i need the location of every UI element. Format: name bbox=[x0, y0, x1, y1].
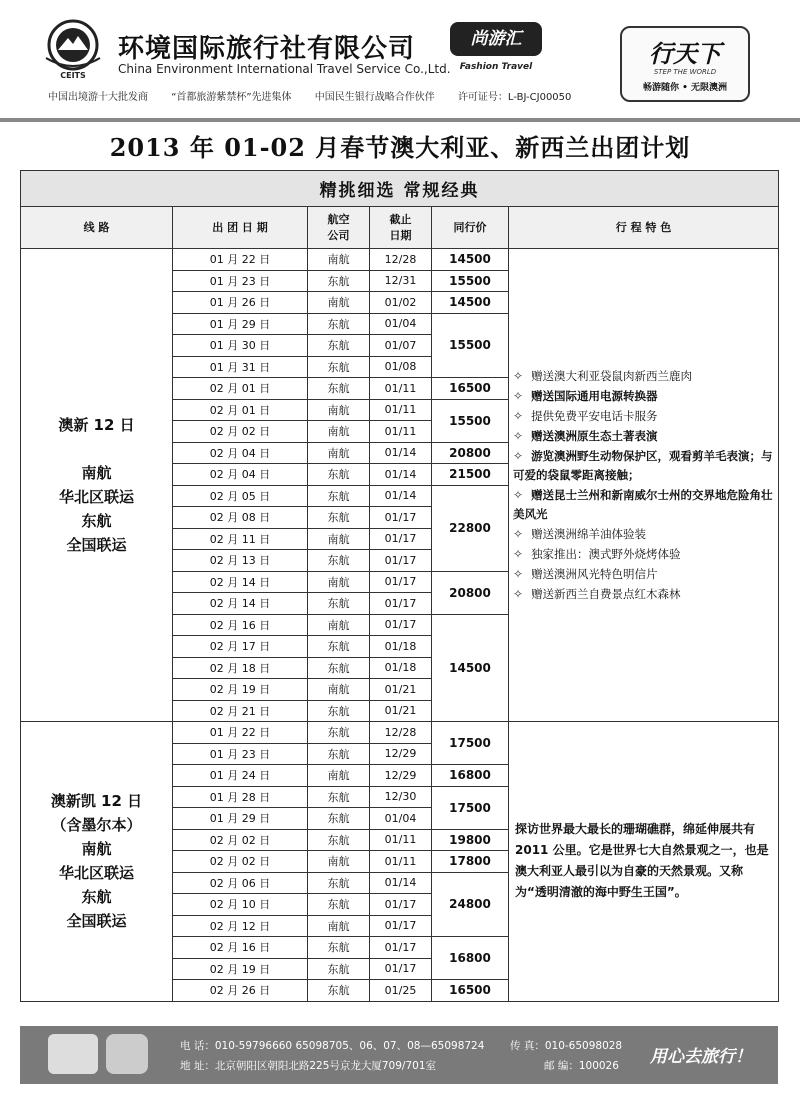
airline: 东航 bbox=[308, 894, 370, 916]
sparkle-icon: ✧ bbox=[513, 428, 524, 443]
cutoff-date: 01/07 bbox=[370, 335, 432, 357]
feature-text: 赠送澳洲原生态土著表演 bbox=[531, 428, 658, 443]
route-line: 澳新凯 12 日 bbox=[50, 792, 143, 811]
cutoff-date: 01/04 bbox=[370, 313, 432, 335]
airline: 东航 bbox=[308, 270, 370, 292]
departure-date: 02 月 13 日 bbox=[173, 550, 308, 572]
cutoff-date: 01/18 bbox=[370, 636, 432, 658]
feature-text: 赠送昆士兰州和新南威尔士州的交界地危险角壮美风光 bbox=[513, 487, 773, 521]
cutoff-date: 01/25 bbox=[370, 980, 432, 1002]
departure-date: 02 月 12 日 bbox=[173, 915, 308, 937]
feature-item bbox=[513, 407, 774, 426]
cutoff-date: 01/17 bbox=[370, 894, 432, 916]
table-row bbox=[21, 722, 779, 744]
airline: 东航 bbox=[308, 507, 370, 529]
departure-date: 02 月 14 日 bbox=[173, 593, 308, 615]
footer bbox=[20, 1026, 778, 1084]
route-line: 南航 bbox=[81, 840, 112, 859]
taglines bbox=[48, 88, 591, 103]
table-banner: 精挑细选 常规经典 bbox=[21, 171, 779, 207]
brand-big: 行天下 bbox=[649, 40, 721, 68]
col-date: 出 团 日 期 bbox=[173, 207, 308, 249]
price-cell: 17800 bbox=[432, 851, 509, 873]
price-cell: 16800 bbox=[432, 765, 509, 787]
departure-date: 02 月 21 日 bbox=[173, 700, 308, 722]
feature-text: 赠送澳洲绵羊油体验装 bbox=[531, 526, 647, 541]
feature-item bbox=[513, 447, 774, 485]
cutoff-date: 01/14 bbox=[370, 442, 432, 464]
price-cell: 21500 bbox=[432, 464, 509, 486]
cutoff-date: 12/30 bbox=[370, 786, 432, 808]
feature-item bbox=[513, 565, 774, 584]
airline: 东航 bbox=[308, 808, 370, 830]
cutoff-date: 01/11 bbox=[370, 421, 432, 443]
footer-phone: 电 话：010-59796660 65098705、06、07、08—65098724 bbox=[180, 1040, 485, 1052]
airline: 东航 bbox=[308, 958, 370, 980]
price-cell: 17500 bbox=[432, 722, 509, 765]
departure-date: 02 月 16 日 bbox=[173, 614, 308, 636]
cutoff-date: 01/14 bbox=[370, 872, 432, 894]
departure-date: 02 月 08 日 bbox=[173, 507, 308, 529]
route-line: 华北区联运 bbox=[58, 488, 134, 506]
departure-date: 01 月 22 日 bbox=[173, 249, 308, 271]
route-line bbox=[21, 437, 172, 461]
feature-item bbox=[513, 585, 774, 604]
airline: 东航 bbox=[308, 464, 370, 486]
airline: 东航 bbox=[308, 550, 370, 572]
feature-item bbox=[513, 525, 774, 544]
badge-cn: 尚游汇 bbox=[450, 22, 542, 56]
departure-date: 02 月 18 日 bbox=[173, 657, 308, 679]
cutoff-date: 01/21 bbox=[370, 679, 432, 701]
partner-logo-icon bbox=[106, 1034, 148, 1074]
company-name-cn: 环境国际旅行社有限公司 bbox=[118, 34, 416, 64]
tagline-1: 中国出境游十大批发商 bbox=[48, 92, 148, 103]
departure-date: 02 月 02 日 bbox=[173, 829, 308, 851]
cutoff-date: 01/17 bbox=[370, 593, 432, 615]
departure-date: 01 月 23 日 bbox=[173, 270, 308, 292]
airline: 南航 bbox=[308, 679, 370, 701]
cutoff-date: 01/17 bbox=[370, 571, 432, 593]
departure-date: 02 月 16 日 bbox=[173, 937, 308, 959]
letterhead bbox=[0, 0, 800, 120]
brand-slogan: 畅游随你 • 无限澳洲 bbox=[642, 83, 728, 93]
footer-fax: 传 真：010-65098028 bbox=[510, 1040, 623, 1052]
feature-item bbox=[513, 427, 774, 446]
logo-text: CEITS bbox=[60, 71, 86, 80]
route-line: 东航 bbox=[81, 888, 112, 907]
departure-date: 02 月 10 日 bbox=[173, 894, 308, 916]
col-airline: 航空 公司 bbox=[308, 207, 370, 249]
brand-en: STEP THE WORLD bbox=[653, 68, 717, 76]
price-cell: 22800 bbox=[432, 485, 509, 571]
airline: 南航 bbox=[308, 442, 370, 464]
price-cell: 24800 bbox=[432, 872, 509, 937]
departure-date: 02 月 02 日 bbox=[173, 851, 308, 873]
route-line: 全国联运 bbox=[66, 912, 127, 931]
departure-date: 02 月 04 日 bbox=[173, 464, 308, 486]
cutoff-date: 01/11 bbox=[370, 851, 432, 873]
feature-item bbox=[513, 387, 774, 406]
footer-address: 地 址：北京朝阳区朝阳北路225号京龙大厦709/701室 bbox=[180, 1060, 436, 1072]
price-cell: 16800 bbox=[432, 937, 509, 980]
sparkle-icon: ✧ bbox=[513, 546, 524, 561]
airline: 东航 bbox=[308, 700, 370, 722]
sparkle-icon: ✧ bbox=[513, 408, 524, 423]
price-cell: 15500 bbox=[432, 270, 509, 292]
departure-date: 02 月 17 日 bbox=[173, 636, 308, 658]
departure-date: 01 月 22 日 bbox=[173, 722, 308, 744]
route-cell bbox=[21, 722, 173, 1002]
route-cell bbox=[21, 249, 173, 722]
airline: 南航 bbox=[308, 528, 370, 550]
departure-plan-table bbox=[20, 170, 779, 1002]
departure-date: 01 月 28 日 bbox=[173, 786, 308, 808]
airline: 东航 bbox=[308, 356, 370, 378]
cutoff-date: 01/17 bbox=[370, 550, 432, 572]
feature-text: 赠送澳洲风光特色明信片 bbox=[531, 566, 658, 581]
airline: 南航 bbox=[308, 421, 370, 443]
col-route: 线 路 bbox=[21, 207, 173, 249]
feature-paragraph: 探访世界最大最长的珊瑚礁群，绵延伸展共有 2011 公里。它是世界七大自然景观之一，也是澳大利亚人最引以为自豪的天然景观。又称为“透明清澈的海中野生王国”。 bbox=[515, 822, 769, 900]
brand-box bbox=[620, 26, 750, 102]
route-line: 全国联运 bbox=[66, 536, 127, 554]
airline: 东航 bbox=[308, 980, 370, 1002]
departure-date: 01 月 31 日 bbox=[173, 356, 308, 378]
airline: 东航 bbox=[308, 743, 370, 765]
departure-date: 02 月 04 日 bbox=[173, 442, 308, 464]
airline: 东航 bbox=[308, 378, 370, 400]
airline: 东航 bbox=[308, 636, 370, 658]
table-row bbox=[21, 249, 779, 271]
page-title: 2013 年 01-02 月春节澳大利亚、新西兰出团计划 bbox=[109, 133, 691, 162]
departure-date: 02 月 06 日 bbox=[173, 872, 308, 894]
sparkle-icon: ✧ bbox=[513, 566, 524, 581]
departure-date: 02 月 14 日 bbox=[173, 571, 308, 593]
sparkle-icon: ✧ bbox=[513, 586, 524, 601]
footer-postcode: 邮 编：100026 bbox=[544, 1060, 619, 1072]
route-line: 华北区联运 bbox=[58, 864, 134, 883]
route-line: 澳新 12 日 bbox=[58, 416, 135, 434]
australia-logo-icon bbox=[48, 1034, 98, 1074]
departure-date: 01 月 24 日 bbox=[173, 765, 308, 787]
airline: 南航 bbox=[308, 614, 370, 636]
tagline-2: “首都旅游紫禁杯”先进集体 bbox=[171, 92, 292, 103]
route-line: （含墨尔本） bbox=[51, 816, 142, 835]
features-cell bbox=[509, 722, 779, 1002]
feature-text: 赠送澳大利亚袋鼠肉新西兰鹿肉 bbox=[531, 368, 693, 383]
airline: 东航 bbox=[308, 657, 370, 679]
ceits-logo-icon bbox=[40, 18, 106, 80]
footer-slogan: 用心去旅行！ bbox=[650, 1047, 752, 1067]
airline: 南航 bbox=[308, 249, 370, 271]
license-number: 许可证号：L-BJ-CJ00050 bbox=[457, 92, 572, 103]
cutoff-date: 01/14 bbox=[370, 485, 432, 507]
price-cell: 20800 bbox=[432, 571, 509, 614]
badge-en: Fashion Travel bbox=[459, 62, 533, 72]
departure-date: 02 月 01 日 bbox=[173, 399, 308, 421]
departure-date: 01 月 29 日 bbox=[173, 808, 308, 830]
feature-text: 赠送国际通用电源转换器 bbox=[531, 388, 658, 403]
departure-date: 02 月 19 日 bbox=[173, 958, 308, 980]
price-cell: 19800 bbox=[432, 829, 509, 851]
fashion-travel-badge bbox=[450, 22, 542, 78]
departure-date: 02 月 19 日 bbox=[173, 679, 308, 701]
airline: 东航 bbox=[308, 722, 370, 744]
feature-item bbox=[513, 367, 774, 386]
route-line: 东航 bbox=[81, 512, 112, 530]
col-price: 同行价 bbox=[432, 207, 509, 249]
departure-date: 01 月 29 日 bbox=[173, 313, 308, 335]
price-cell: 17500 bbox=[432, 786, 509, 829]
price-cell: 16500 bbox=[432, 980, 509, 1002]
sparkle-icon: ✧ bbox=[513, 487, 524, 502]
departure-date: 02 月 01 日 bbox=[173, 378, 308, 400]
route-line: 南航 bbox=[81, 464, 112, 482]
airline: 南航 bbox=[308, 292, 370, 314]
airline: 南航 bbox=[308, 765, 370, 787]
airline: 南航 bbox=[308, 399, 370, 421]
price-cell: 14500 bbox=[432, 249, 509, 271]
col-cutoff: 截止 日期 bbox=[370, 207, 432, 249]
cutoff-date: 01/17 bbox=[370, 915, 432, 937]
cutoff-date: 01/18 bbox=[370, 657, 432, 679]
feature-text: 赠送新西兰自费景点红木森林 bbox=[531, 586, 681, 601]
airline: 南航 bbox=[308, 571, 370, 593]
departure-date: 02 月 02 日 bbox=[173, 421, 308, 443]
price-cell: 20800 bbox=[432, 442, 509, 464]
airline: 南航 bbox=[308, 915, 370, 937]
airline: 东航 bbox=[308, 937, 370, 959]
cutoff-date: 12/28 bbox=[370, 249, 432, 271]
sparkle-icon: ✧ bbox=[513, 368, 524, 383]
cutoff-date: 01/21 bbox=[370, 700, 432, 722]
company-name-en: China Environment International Travel Service Co.,Ltd. bbox=[118, 62, 451, 76]
sparkle-icon: ✧ bbox=[513, 388, 524, 403]
airline: 东航 bbox=[308, 485, 370, 507]
departure-date: 02 月 26 日 bbox=[173, 980, 308, 1002]
cutoff-date: 01/11 bbox=[370, 829, 432, 851]
cutoff-date: 12/29 bbox=[370, 743, 432, 765]
cutoff-date: 01/08 bbox=[370, 356, 432, 378]
airline: 南航 bbox=[308, 851, 370, 873]
col-features: 行 程 特 色 bbox=[509, 207, 779, 249]
cutoff-date: 12/28 bbox=[370, 722, 432, 744]
cutoff-date: 01/04 bbox=[370, 808, 432, 830]
tagline-3: 中国民生银行战略合作伙伴 bbox=[314, 92, 435, 103]
cutoff-date: 01/17 bbox=[370, 614, 432, 636]
sparkle-icon: ✧ bbox=[513, 448, 524, 463]
departure-date: 01 月 30 日 bbox=[173, 335, 308, 357]
cutoff-date: 01/17 bbox=[370, 937, 432, 959]
departure-date: 02 月 05 日 bbox=[173, 485, 308, 507]
cutoff-date: 12/29 bbox=[370, 765, 432, 787]
price-cell: 14500 bbox=[432, 614, 509, 722]
feature-text: 游览澳洲野生动物保护区，观看剪羊毛表演；与可爱的袋鼠零距离接触； bbox=[513, 448, 773, 482]
departure-date: 01 月 26 日 bbox=[173, 292, 308, 314]
sparkle-icon: ✧ bbox=[513, 526, 524, 541]
cutoff-date: 01/11 bbox=[370, 399, 432, 421]
airline: 东航 bbox=[308, 872, 370, 894]
departure-date: 01 月 23 日 bbox=[173, 743, 308, 765]
airline: 东航 bbox=[308, 829, 370, 851]
cutoff-date: 12/31 bbox=[370, 270, 432, 292]
features-cell bbox=[509, 249, 779, 722]
cutoff-date: 01/02 bbox=[370, 292, 432, 314]
features-list bbox=[513, 367, 774, 604]
feature-text: 独家推出：澳式野外烧烤体验 bbox=[531, 546, 681, 561]
airline: 东航 bbox=[308, 313, 370, 335]
feature-text: 提供免费平安电话卡服务 bbox=[531, 408, 658, 423]
price-cell: 16500 bbox=[432, 378, 509, 400]
airline: 东航 bbox=[308, 335, 370, 357]
departure-date: 02 月 11 日 bbox=[173, 528, 308, 550]
cutoff-date: 01/11 bbox=[370, 378, 432, 400]
feature-item bbox=[513, 545, 774, 564]
airline: 东航 bbox=[308, 786, 370, 808]
cutoff-date: 01/14 bbox=[370, 464, 432, 486]
airline: 东航 bbox=[308, 593, 370, 615]
header-divider bbox=[0, 118, 800, 122]
price-cell: 15500 bbox=[432, 399, 509, 442]
price-cell: 15500 bbox=[432, 313, 509, 378]
price-cell: 14500 bbox=[432, 292, 509, 314]
cutoff-date: 01/17 bbox=[370, 528, 432, 550]
feature-item bbox=[513, 486, 774, 524]
cutoff-date: 01/17 bbox=[370, 958, 432, 980]
cutoff-date: 01/17 bbox=[370, 507, 432, 529]
